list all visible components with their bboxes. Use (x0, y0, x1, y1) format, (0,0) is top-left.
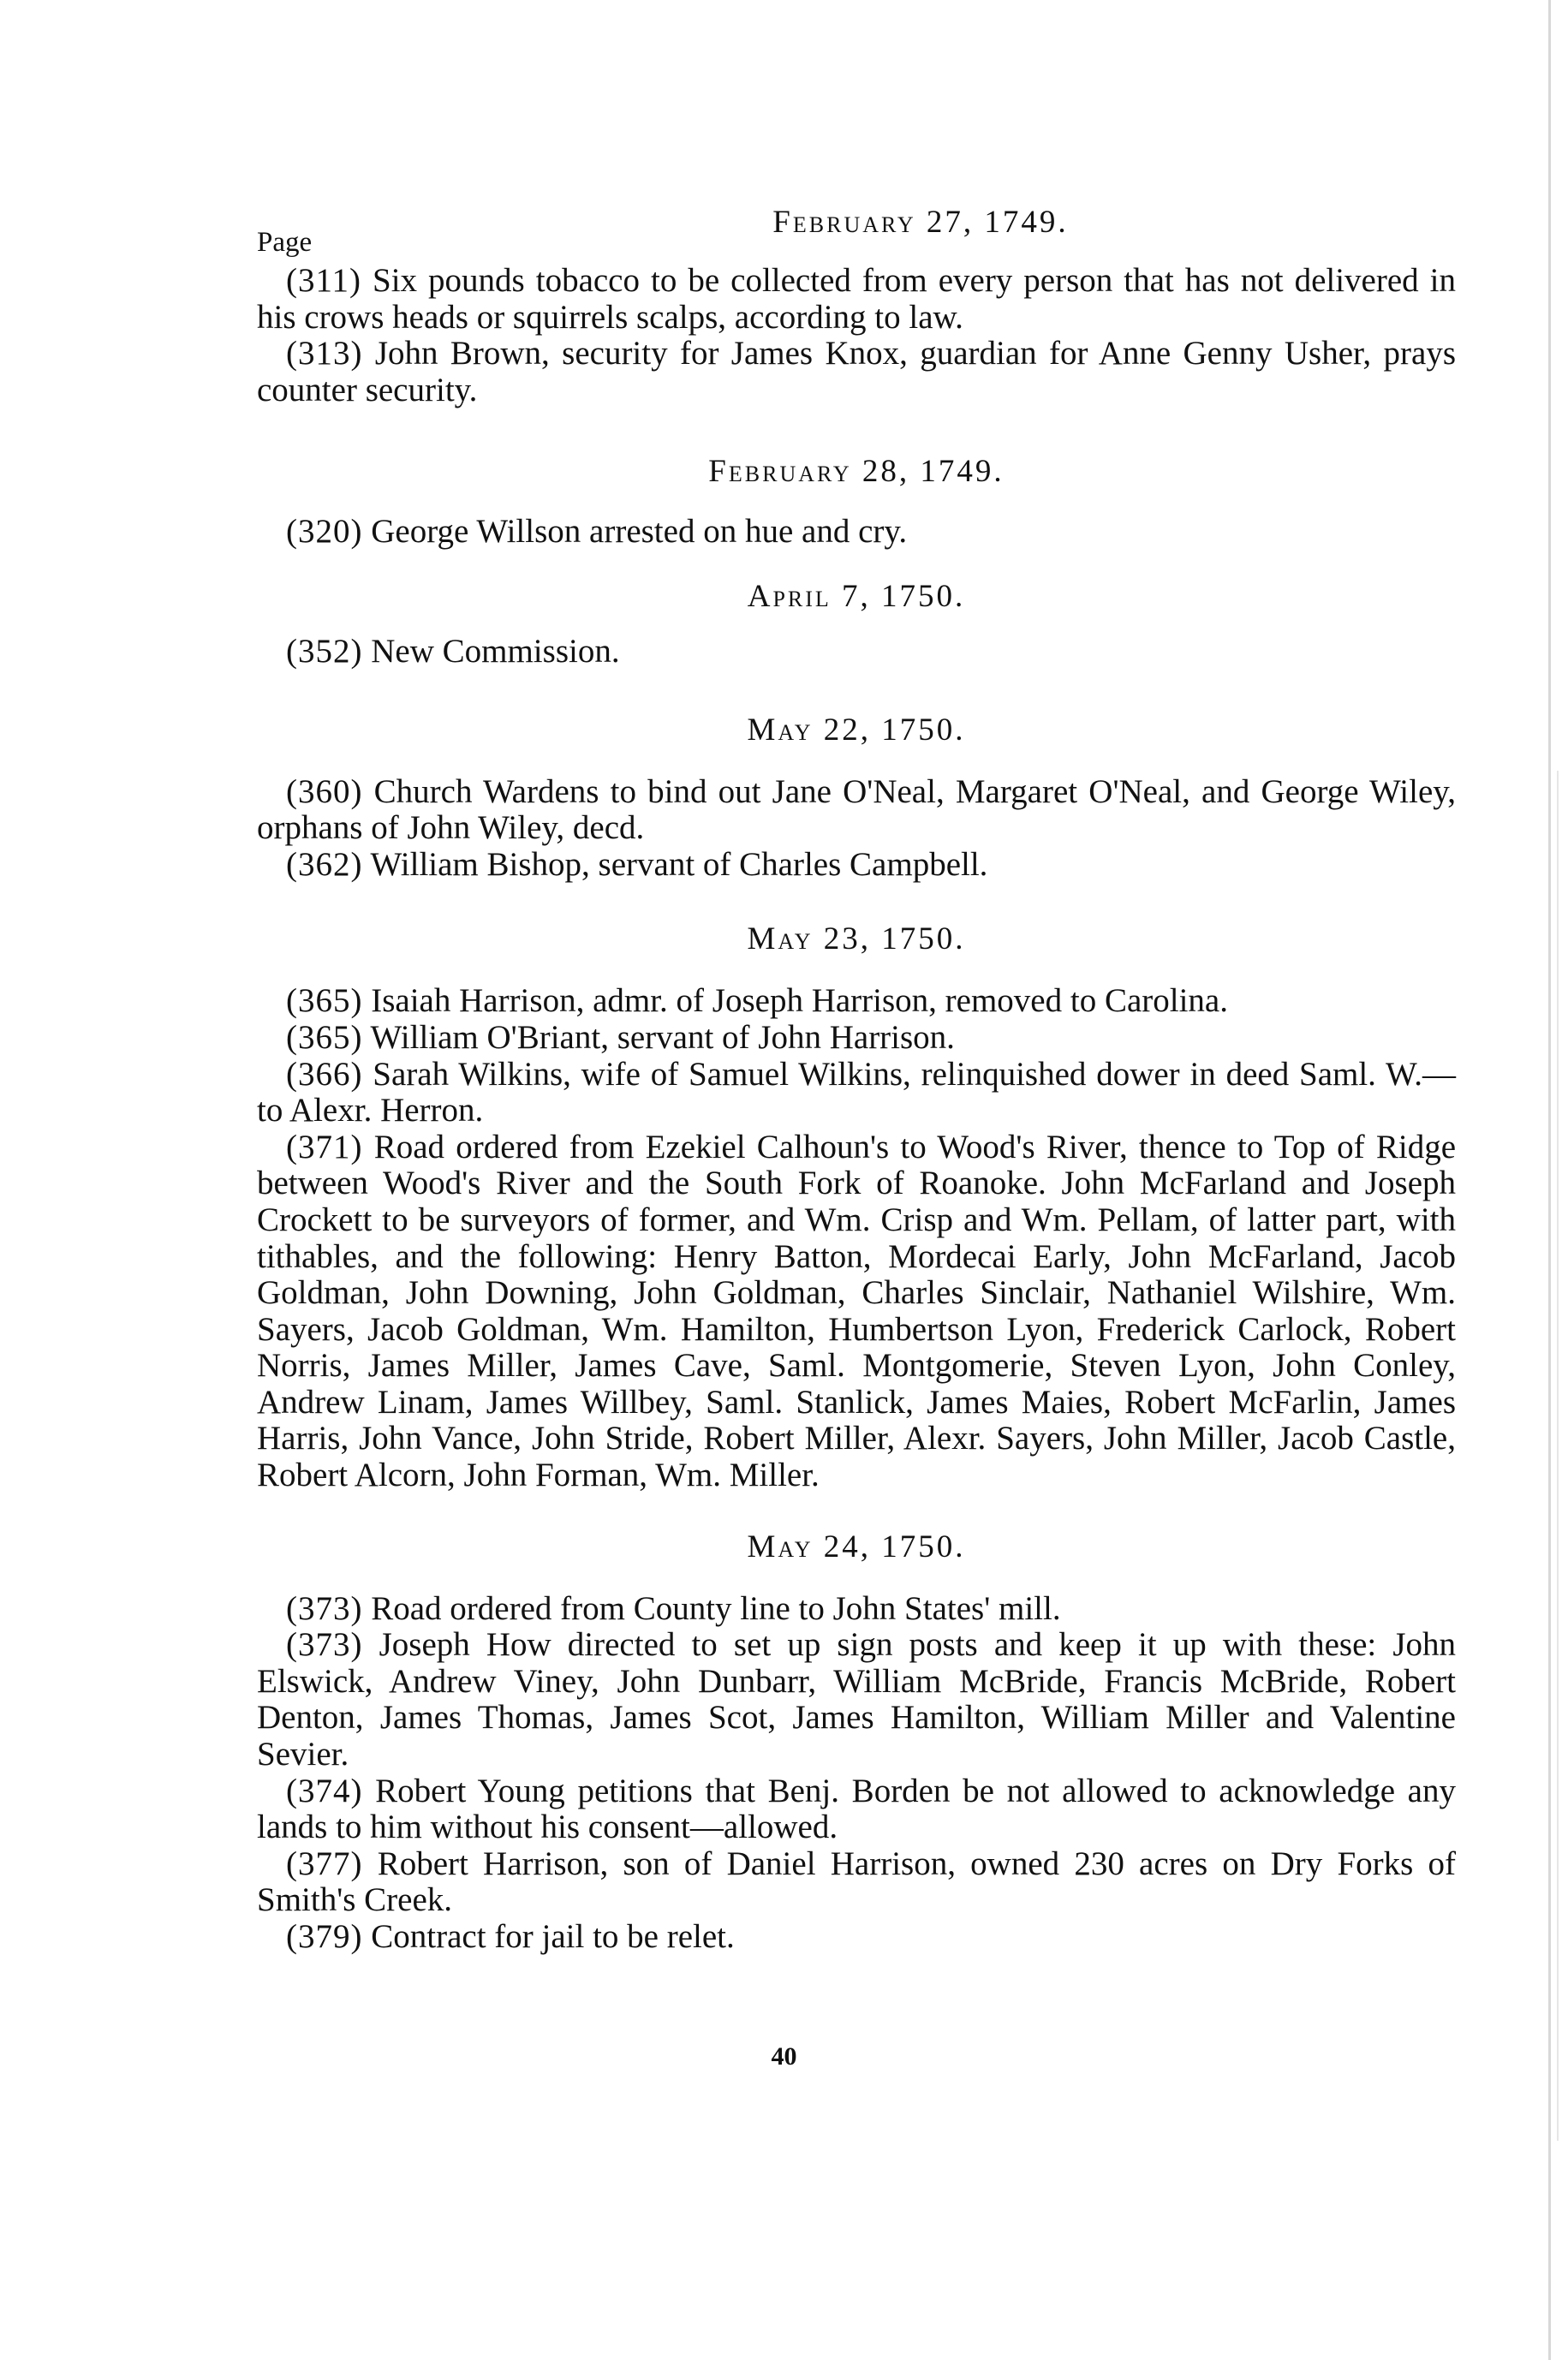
entry-text: William O'Briant, servant of John Harrison. (370, 1018, 955, 1056)
entry (257, 1591, 1456, 1628)
scan-edge-line (1548, 0, 1551, 2360)
entry-text: George Willson arrested on hue and cry. (371, 513, 908, 551)
entry-ref: (311) (286, 262, 362, 299)
entry-text: Robert Harrison, son of Daniel Harrison, owned 230 acres on Dry Forks of Smith's Creek. (257, 1844, 1456, 1919)
entry (257, 336, 1456, 408)
entry (257, 1020, 1456, 1057)
entry-ref: (365) (286, 1018, 363, 1056)
page-number: 40 (771, 2042, 797, 2071)
section-heading: February 27, 1749. (772, 205, 1069, 240)
entry-text: Isaiah Harrison, admr. of Joseph Harrison, removed to Carolina. (371, 982, 1228, 1020)
entry (257, 1057, 1456, 1129)
entry-ref: (362) (286, 845, 363, 883)
entry-ref: (373) (286, 1626, 363, 1664)
entry-ref: (373) (286, 1589, 363, 1627)
section-heading: May 24, 1750. (747, 1529, 966, 1564)
entry-ref: (379) (286, 1918, 363, 1955)
entry-text: Contract for jail to be relet. (371, 1918, 735, 1955)
entry (257, 634, 1456, 670)
section-heading: February 28, 1749. (708, 454, 1005, 490)
entry-text: Road ordered from Ezekiel Calhoun's to Wood's River, thence to Top of Ridge between Wood's River and the South Fork of Roanoke. John McFarland and Joseph Crockett to be surveyors of former, and Wm. Crisp and Wm. Pellam, of latter part, with tithables, and the following: Henry Batton, Mordecai Early, John McFarland, Jacob Goldman, John Downing, John Goldman, Charles Sinclair, Nathaniel Wilshire, Wm. Sayers, Jacob Goldman, Wm. Hamilton, Humbertson Lyon, Frederick Carlock, Robert Norris, James Miller, James Cave, Saml. Montgomerie, Steven Lyon, John Conley, Andrew Linam, James Willbey, Saml. Stanlick, James Maies, Robert McFarlin, James Harris, John Vance, John Stride, Robert Miller, Alexr. Sayers, John Miller, Jacob Castle, Robert Alcorn, John Forman, Wm. Miller. (257, 1128, 1456, 1494)
entry (257, 263, 1456, 336)
entry (257, 514, 1456, 551)
entry (257, 1773, 1456, 1846)
entry-text: Sarah Wilkins, wife of Samuel Wilkins, relinquished dower in deed Saml. W.—to Alexr. Herron. (257, 1055, 1456, 1129)
entry (257, 774, 1456, 847)
entry-text: John Brown, security for James Knox, guardian for Anne Genny Usher, prays counter security. (257, 335, 1457, 408)
entry-text: Church Wardens to bind out Jane O'Neal, Margaret O'Neal, and George Wiley, orphans of John Wiley, decd. (257, 772, 1456, 847)
entry-ref: (374) (286, 1772, 363, 1809)
entry-text: Joseph How directed to set up sign posts and keep it up with these: John Elswick, Andrew Viney, John Dunbarr, William McBride, Francis McBride, Robert Denton, James Thomas, James Scot, James Hamilton, William Miller and Valentine Sevier. (257, 1626, 1457, 1773)
page-label: Page (257, 227, 313, 258)
entry-ref: (313) (286, 335, 363, 372)
scan-edge-line-inner (1557, 771, 1559, 2141)
section-heading: May 23, 1750. (747, 921, 966, 957)
entry (257, 1846, 1456, 1919)
page-content (257, 204, 1456, 1956)
entry (257, 847, 1456, 884)
entry-text: William Bishop, servant of Charles Campbell. (370, 845, 988, 883)
entry-text: Robert Young petitions that Benj. Borden be not allowed to acknowledge any lands to him without his consent—allowed. (257, 1772, 1456, 1846)
entry (257, 1627, 1456, 1773)
entry-ref: (366) (286, 1055, 363, 1093)
section-heading: April 7, 1750. (747, 578, 966, 614)
entry-text: New Commission. (371, 632, 620, 670)
entry-text: Six pounds tobacco to be collected from every person that has not delivered in his crows heads or squirrels scalps, according to law. (257, 262, 1456, 336)
entry-ref: (371) (286, 1128, 363, 1165)
entry-ref: (377) (286, 1844, 363, 1882)
entry (257, 1129, 1456, 1494)
section-heading: May 22, 1750. (747, 712, 966, 748)
entry-ref: (320) (286, 513, 363, 551)
entry (257, 983, 1456, 1020)
entry (257, 1919, 1456, 1956)
entry-text: Road ordered from County line to John States' mill. (371, 1589, 1061, 1627)
entry-ref: (360) (286, 772, 363, 810)
entry-ref: (365) (286, 982, 363, 1020)
entry-ref: (352) (286, 632, 363, 670)
